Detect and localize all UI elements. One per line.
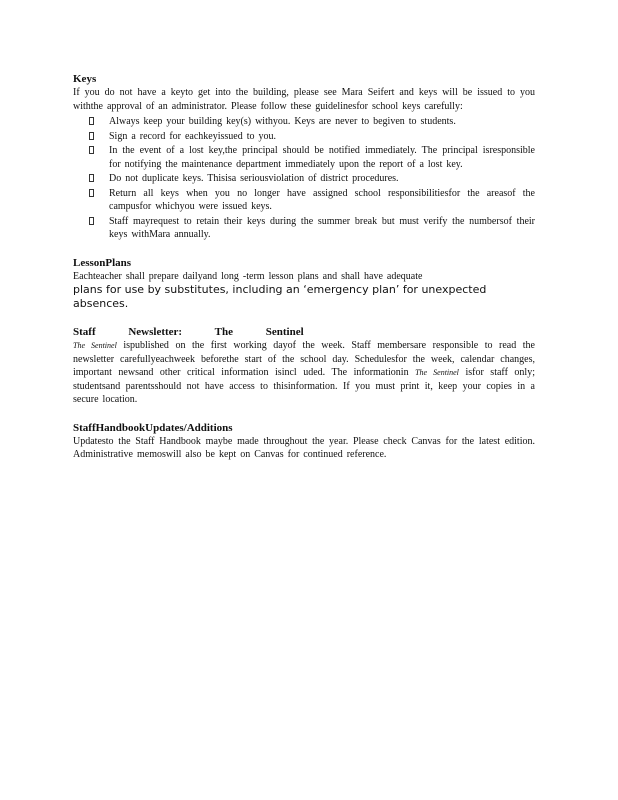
handbook-heading: StaffHandbookUpdates/Additions [73,421,233,434]
bullet-box-icon [89,189,94,197]
list-item: Staff mayrequest to retain their keys during the summer break but must verify the numbersof their keys withMara annually. [73,215,535,242]
keys-intro: If you do not have a keyto get into the building, please see Mara Seifert and keys will be issued to you withthe approval of an administrator. Please follow these guidelinesfor school keys carefully: [73,87,535,112]
handbook-text: Updatesto the Staff Handbook maybe made throughout the year. Please check Canvas for the latest edition. Administrative memoswill also be kept on Canvas for continued reference. [73,435,535,460]
list-item: In the event of a lost key,the principal should be notified immediately. The principal isresponsible for notifying the maintenance department immediately upon the report of a lost key. [73,144,535,171]
newsletter-name: The Sentinel [415,368,459,377]
list-item: Always keep your building key(s) withyou. Keys are never to begiven to students. [73,115,535,129]
lesson-plans-line-2: plans for use by substitutes, including an ‘emergency plan’ for unexpected absences. [73,283,487,310]
newsletter-name: The Sentinel [73,341,117,350]
lesson-plans-line-1: Eachteacher shall prepare dailyand long -term lesson plans and shall have adequate [73,270,423,282]
newsletter-section [73,325,535,407]
bullet-box-icon [89,117,94,125]
keys-guidelines-list [73,115,535,242]
newsletter-heading: Staff Newsletter: The Sentinel [73,326,304,338]
lesson-plans-text [73,270,535,312]
handbook-section [73,421,535,462]
document-page [73,72,535,462]
bullet-box-icon [89,174,94,182]
list-item: Return all keys when you no longer have assigned school responsibilitiesfor the areasof the campusfor whichyou were issued keys. [73,187,535,214]
keys-heading: Keys [73,73,97,85]
list-item: Sign a record for eachkeyissued to you. [73,130,535,144]
list-item: Do not duplicate keys. Thisisa seriousviolation of district procedures. [73,172,535,186]
newsletter-text: The Sentinel ispublished on the first working dayof the week. Staff membersare responsible to read the newsletter carefullyeachweek beforethe start of the school day. Schedulesfor the week, calendar changes, important newsand other critical information isincl uded. The informationin The Sentinel isfor staff only; studentsand parentsshould not have access to thisinformation. If you must print it, keep your copies in a secure location. [73,340,535,405]
lesson-plans-section [73,256,535,312]
keys-section [73,72,535,242]
lesson-plans-heading: LessonPlans [73,256,132,269]
bullet-box-icon [89,146,94,154]
bullet-box-icon [89,217,94,225]
bullet-box-icon [89,132,94,140]
